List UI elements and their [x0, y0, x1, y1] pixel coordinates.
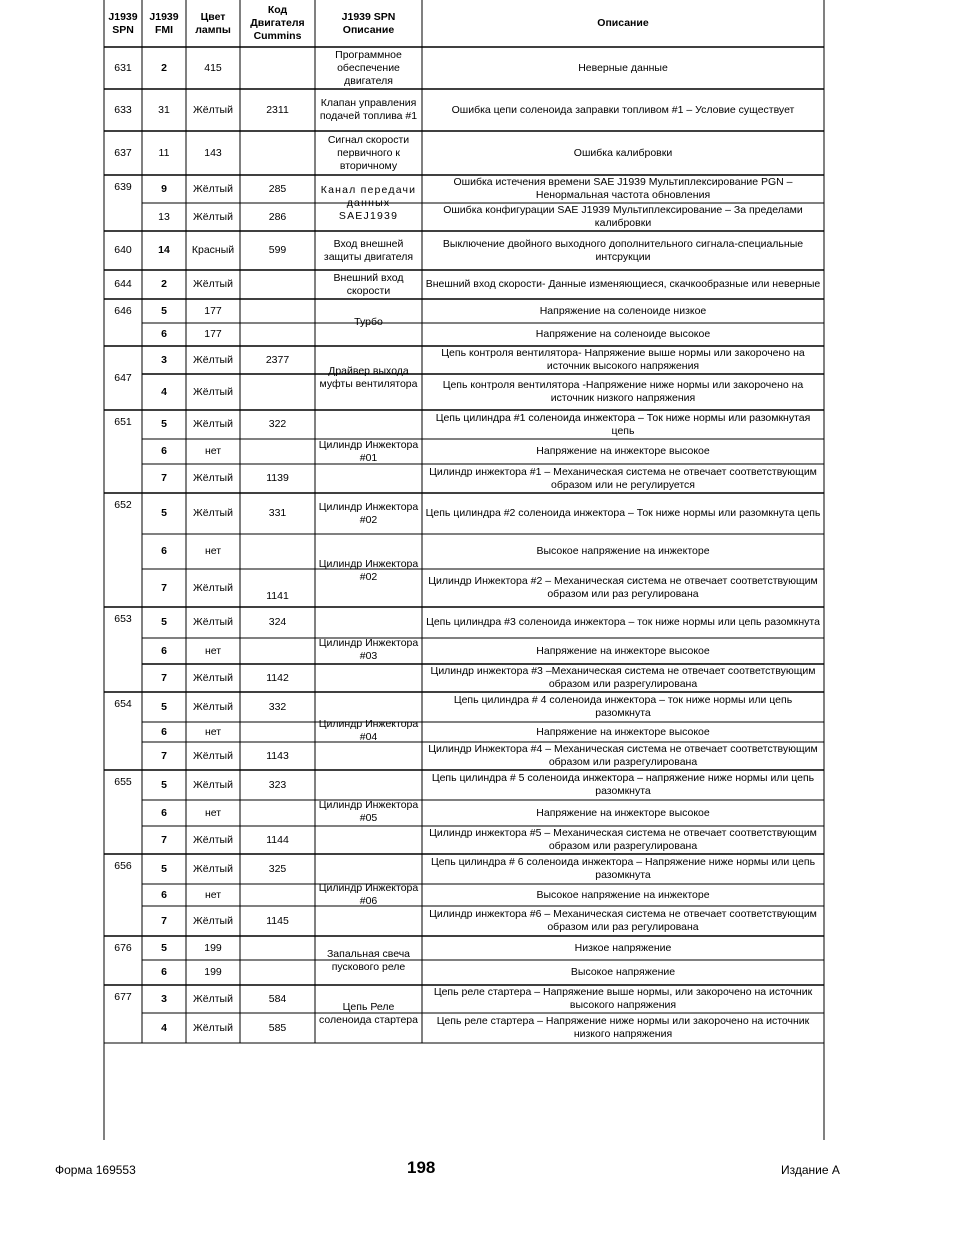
description-cell: Низкое напряжение	[574, 941, 672, 954]
spn-description-cell: Цилиндр Инжектора #02	[318, 557, 419, 583]
fmi-cell: 7	[161, 581, 167, 594]
engine-code-cell: 1144	[266, 833, 289, 846]
header-spn-desc: J1939 SPN Описание	[341, 10, 396, 36]
lamp-color-cell: Жёлтый	[193, 507, 233, 519]
spn-description-cell: Внешний вход скорости	[333, 271, 404, 297]
spn-cell: 656	[114, 860, 132, 872]
spn-cell: 637	[114, 146, 132, 159]
spn-cell: 654	[114, 698, 132, 710]
fmi-cell: 7	[161, 472, 167, 484]
description-cell: Цепь реле стартера – Напряжение ниже нормы или закорочено на источник низкого напряжения	[436, 1015, 810, 1040]
spn-cell: 633	[114, 103, 132, 116]
description-cell: Напряжение на инжекторе высокое	[536, 806, 710, 819]
description-cell: Цепь цилиндра #3 соленоида инжектора – ток ниже нормы или цепь разомкнута	[426, 616, 820, 628]
lamp-color-cell: Жёлтый	[193, 418, 233, 430]
description-cell: Цилиндр Инжектора #2 – Механическая система не отвечает соответствующим образом или раз регулирована	[428, 575, 818, 600]
fmi-cell: 7	[161, 833, 167, 846]
engine-code-cell: 1145	[266, 914, 289, 927]
fmi-cell: 13	[158, 210, 170, 223]
fmi-cell: 5	[161, 616, 167, 628]
lamp-color-cell: Жёлтый	[193, 671, 233, 684]
engine-code-cell: 1141	[266, 590, 289, 602]
description-cell: Напряжение на инжекторе высокое	[536, 445, 710, 457]
fmi-cell: 7	[161, 914, 167, 927]
fmi-cell: 6	[161, 644, 167, 657]
lamp-color-cell: Жёлтый	[193, 385, 233, 398]
description-cell: Цепь контроля вентилятора -Напряжение ниже нормы или закорочено на источник низкого напряжения	[442, 379, 804, 404]
fmi-cell: 6	[161, 545, 167, 557]
description-cell: Цилиндр инжектора #1 – Механическая система не отвечает соответствующим образом или не регулируется	[429, 465, 817, 491]
lamp-color-cell: Жёлтый	[193, 1021, 233, 1034]
engine-code-cell: 323	[268, 778, 287, 791]
spn-description-cell: Клапан управления подачей топлива #1	[319, 97, 418, 122]
engine-code-cell: 332	[268, 700, 287, 713]
lamp-color-cell: Жёлтый	[193, 210, 233, 223]
lamp-color-cell: Жёлтый	[193, 700, 233, 713]
fmi-cell: 6	[161, 888, 167, 901]
page-number: 198	[407, 1158, 436, 1177]
fmi-cell: 5	[161, 507, 167, 519]
fmi-cell: 6	[161, 966, 167, 978]
fmi-cell: 7	[161, 671, 167, 684]
description-cell: Ошибка истечения времени SAE J1939 Мультиплексирование PGN – Ненормальная частота обновления	[453, 176, 793, 201]
lamp-color-cell: Жёлтый	[193, 862, 233, 875]
lamp-color-cell: Жёлтый	[193, 353, 233, 366]
spn-description-cell: Запальная свеча пускового реле	[326, 947, 411, 973]
description-cell: Напряжение на соленоиде высокое	[535, 328, 711, 340]
description-cell: Ошибка цепи соленоида заправки топливом #1 – Условие существует	[451, 103, 795, 116]
header-lamp: Цвет лампы	[195, 10, 231, 36]
lamp-color-cell: 177	[204, 304, 222, 317]
engine-code-cell: 599	[268, 244, 287, 256]
description-cell: Цилиндр инжектора #3 –Механическая система не отвечает соответствующим образом или разрегулирована	[430, 665, 816, 690]
fmi-cell: 4	[161, 1021, 167, 1034]
engine-code-cell: 1143	[266, 749, 289, 762]
lamp-color-cell: Жёлтый	[193, 581, 233, 594]
description-cell: Выключение двойного выходного дополнительного сигнала-специальные интсрукции	[442, 237, 804, 263]
lamp-color-cell: Жёлтый	[193, 833, 233, 846]
description-cell: Цепь цилиндра #2 соленоида инжектора – Ток ниже нормы или разомкнута цепь	[425, 507, 821, 519]
engine-code-cell: 584	[268, 992, 287, 1005]
lamp-color-cell: Жёлтый	[193, 914, 233, 927]
fmi-cell: 14	[158, 244, 170, 256]
fmi-cell: 6	[161, 445, 167, 457]
lamp-color-cell: нет	[204, 888, 222, 901]
fmi-cell: 2	[161, 278, 167, 290]
description-cell: Цепь реле стартера – Напряжение выше нормы, или закорочено на источник высокого напряжения	[433, 986, 813, 1011]
form-number: Форма 169553	[55, 1163, 136, 1177]
description-cell: Цилиндр инжектора #6 – Механическая система не отвечает соответствующим образом или раз регулирована	[429, 908, 817, 933]
spn-cell: 639	[114, 181, 132, 193]
lamp-color-cell: Жёлтый	[193, 749, 233, 762]
description-cell: Ошибка конфигурации SAE J1939 Мультиплексирование – За пределами калибровки	[443, 204, 803, 229]
fmi-cell: 31	[158, 103, 170, 116]
description-cell: Ошибка калибровки	[573, 146, 673, 159]
description-cell: Цилиндр инжектора #5 – Механическая система не отвечает соответствующим образом или разрегулирована	[429, 827, 817, 852]
description-cell: Напряжение на соленоиде низкое	[539, 304, 707, 317]
engine-code-cell: 1139	[266, 472, 289, 484]
fmi-cell: 9	[161, 182, 167, 195]
lamp-color-cell: Жёлтый	[193, 616, 233, 628]
engine-code-cell: 322	[268, 418, 287, 430]
header-desc: Описание	[597, 17, 649, 29]
spn-description-cell: Сигнал скорости первичного к вторичному	[327, 133, 410, 172]
description-cell: Цепь цилиндра # 5 соленоида инжектора – напряжение ниже нормы или цепь разомкнута	[431, 772, 815, 797]
description-cell: Неверные данные	[578, 61, 668, 74]
lamp-color-cell: Красный	[191, 244, 235, 256]
lamp-color-cell: 199	[204, 966, 222, 978]
spn-cell: 644	[114, 278, 132, 290]
lamp-color-cell: 415	[204, 61, 222, 74]
fmi-cell: 3	[161, 992, 167, 1005]
lamp-color-cell: 177	[204, 328, 222, 340]
spn-cell: 631	[114, 61, 132, 74]
description-cell: Высокое напряжение на инжекторе	[536, 545, 710, 557]
engine-code-cell: 324	[268, 616, 287, 628]
header-fmi: J1939 FMI	[149, 10, 179, 36]
fmi-cell: 7	[161, 749, 167, 762]
spn-description-cell: Канал передачи данных SAEJ1939	[320, 183, 417, 222]
fmi-cell: 11	[158, 146, 170, 159]
description-cell: Внешний вход скорости- Данные изменяющиеся, скачкообразные или неверные	[425, 278, 821, 290]
fmi-cell: 5	[161, 941, 167, 954]
lamp-color-cell: Жёлтый	[193, 472, 233, 484]
description-cell: Высокое напряжение на инжекторе	[536, 888, 710, 901]
spn-cell: 640	[114, 244, 132, 256]
fmi-cell: 5	[161, 862, 167, 875]
spn-description-cell: Цилиндр Инжектора #03	[318, 636, 419, 662]
fmi-cell: 6	[161, 806, 167, 819]
spn-description-cell: Цилиндр Инжектора #02	[318, 500, 419, 526]
spn-description-cell: Вход внешней защиты двигателя	[323, 237, 414, 263]
header-spn: J1939 SPN	[108, 10, 138, 36]
lamp-color-cell: 143	[204, 146, 222, 159]
fmi-cell: 5	[161, 778, 167, 791]
engine-code-cell: 325	[268, 862, 287, 875]
lamp-color-cell: 199	[204, 941, 222, 954]
spn-cell: 647	[114, 371, 132, 384]
spn-cell: 653	[114, 613, 132, 625]
fmi-cell: 4	[161, 385, 167, 398]
engine-code-cell: 1142	[266, 671, 289, 684]
fmi-cell: 5	[161, 700, 167, 713]
engine-code-cell: 286	[268, 210, 287, 223]
engine-code-cell: 2311	[266, 103, 289, 116]
lamp-color-cell: нет	[204, 545, 222, 557]
lamp-color-cell: Жёлтый	[193, 992, 233, 1005]
spn-description-cell: Драйвер выхода муфты вентилятора	[319, 365, 418, 390]
engine-code-cell: 331	[268, 507, 287, 519]
spn-description-cell: Цилиндр Инжектора #06	[318, 882, 419, 907]
spn-cell: 676	[114, 942, 132, 954]
spn-cell: 646	[114, 305, 132, 317]
lamp-color-cell: Жёлтый	[193, 103, 233, 116]
fmi-cell: 5	[161, 304, 167, 317]
spn-cell: 652	[114, 499, 132, 511]
fmi-cell: 6	[161, 328, 167, 340]
spn-description-cell: Цилиндр Инжектора #05	[318, 799, 419, 824]
fmi-cell: 6	[161, 725, 167, 738]
lamp-color-cell: Жёлтый	[193, 778, 233, 791]
lamp-color-cell: нет	[204, 445, 222, 457]
spn-description-cell: Цепь Реле соленоида стартера	[319, 1001, 418, 1026]
spn-cell: 655	[114, 776, 132, 788]
description-cell: Цилиндр Инжектора #4 – Механическая система не отвечает соответствующим образом или разрегулирована	[428, 743, 818, 768]
spn-description-cell: Программное обеспечение двигателя	[335, 48, 402, 87]
fmi-cell: 3	[161, 353, 167, 366]
header-code: Код Двигателя Cummins	[250, 4, 305, 42]
description-cell: Цепь цилиндра # 4 соленоида инжектора – ток ниже нормы или цепь разомкнута	[453, 694, 793, 719]
fmi-cell: 5	[161, 418, 167, 430]
lamp-color-cell: Жёлтый	[193, 278, 233, 290]
description-cell: Цепь цилиндра #1 соленоида инжектора – Ток ниже нормы или разомкнутая цепь	[435, 411, 811, 437]
spn-description-cell: Цилиндр Инжектора #01	[318, 438, 419, 464]
edition-label: Издание A	[781, 1163, 840, 1177]
spn-description-cell: Турбо	[354, 316, 383, 328]
lamp-color-cell: нет	[204, 644, 222, 657]
spn-cell: 677	[114, 991, 132, 1003]
engine-code-cell: 285	[268, 182, 287, 195]
fmi-cell: 2	[161, 61, 167, 74]
lamp-color-cell: нет	[204, 806, 222, 819]
lamp-color-cell: нет	[204, 725, 222, 738]
description-cell: Напряжение на инжекторе высокое	[536, 725, 710, 738]
engine-code-cell: 2377	[265, 353, 290, 366]
description-cell: Цепь цилиндра # 6 соленоида инжектора – Напряжение ниже нормы или цепь разомкнута	[430, 856, 816, 881]
lamp-color-cell: Жёлтый	[193, 182, 233, 195]
spn-cell: 651	[114, 416, 132, 428]
description-cell: Цепь контроля вентилятора- Напряжение выше нормы или закорочено на источник высокого напряжения	[441, 347, 805, 372]
spn-description-cell: Цилиндр Инжектора #04	[318, 718, 419, 743]
engine-code-cell: 585	[268, 1021, 287, 1034]
description-cell: Напряжение на инжекторе высокое	[536, 644, 710, 657]
description-cell: Высокое напряжение	[570, 966, 676, 978]
